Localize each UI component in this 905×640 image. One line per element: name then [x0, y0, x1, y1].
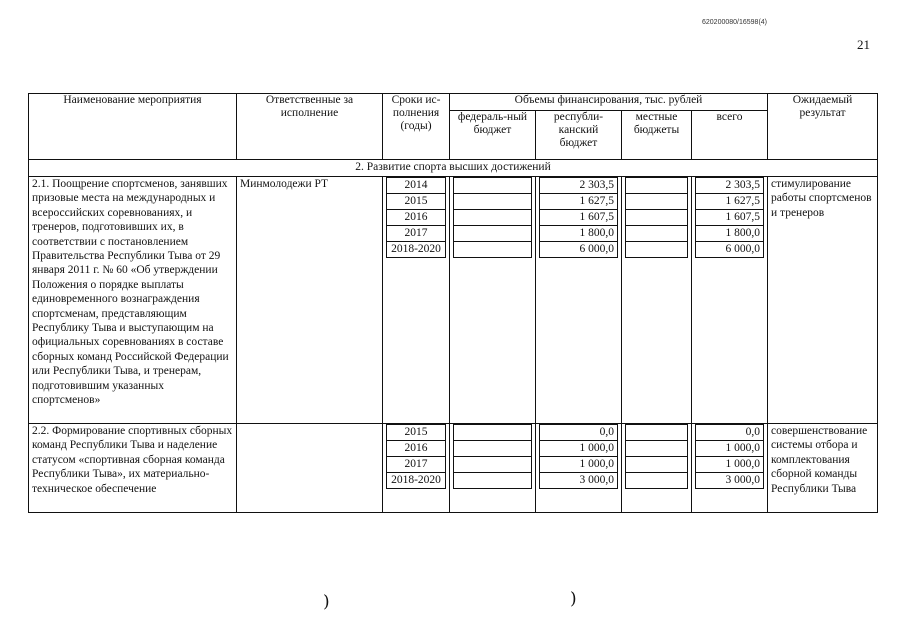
federal-value	[454, 226, 532, 242]
financing-table	[28, 93, 878, 513]
republican-value: 3 000,0	[540, 473, 618, 489]
total-value: 1 000,0	[696, 441, 764, 457]
table-row	[29, 177, 878, 424]
measure-name: 2.1. Поощрение спортсменов, занявших призовые места на международных и всероссийских соревнованиях, и тренеров, подготовивших их, в соответствии с постановлением Правительства Республики Тыва от 29 января 2011 г. № 60 «Об утверждении Положения о порядке выплаты единовременного вознаграждения спортсменам, представляющим Республику Тыва и выступающим на официальных соревнованиях в составе сборных команд Российской Федерации или Республики Тыва, и тренерам, подготовившим указанных спортсменов»	[29, 177, 237, 424]
republican-value: 6 000,0	[540, 242, 618, 258]
federal-value	[454, 457, 532, 473]
republican-cell	[536, 177, 622, 424]
federal-value	[454, 473, 532, 489]
total-value: 2 303,5	[696, 178, 764, 194]
years-value: 2018-2020	[387, 473, 446, 489]
years-value: 2016	[387, 441, 446, 457]
local-cell	[622, 177, 692, 424]
total-value: 6 000,0	[696, 242, 764, 258]
federal-value	[454, 441, 532, 457]
total-value: 3 000,0	[696, 473, 764, 489]
federal-value	[454, 242, 532, 258]
federal-value	[454, 210, 532, 226]
header-financing: Объемы финансирования, тыс. рублей	[450, 94, 768, 111]
measure-name: 2.2. Формирование спортивных сборных команд Республики Тыва и наделение статусом «спортивная сборная команда Республики Тыва», их материально-техническое обеспечение	[29, 424, 237, 513]
republican-value: 0,0	[540, 425, 618, 441]
local-value	[626, 178, 688, 194]
header-federal: федераль-ный бюджет	[450, 111, 536, 160]
total-cell	[692, 424, 768, 513]
federal-value	[454, 178, 532, 194]
handwritten-mark: )	[323, 592, 330, 612]
local-value	[626, 194, 688, 210]
total-value: 0,0	[696, 425, 764, 441]
republican-value: 1 800,0	[540, 226, 618, 242]
local-value	[626, 226, 688, 242]
federal-cell	[450, 424, 536, 513]
responsible-cell	[237, 424, 383, 513]
result-cell: совершенствование системы отбора и комплектования сборной команды Республики Тыва	[768, 424, 878, 513]
years-value: 2017	[387, 226, 446, 242]
table-row	[29, 424, 878, 513]
header-republican: республи-канский бюджет	[536, 111, 622, 160]
header-result: Ожидаемый результат	[768, 94, 878, 160]
page-number: 21	[857, 37, 870, 52]
handwritten-mark: )	[570, 589, 577, 609]
years-value: 2018-2020	[387, 242, 446, 258]
result-cell: стимулирование работы спортсменов и тренеров	[768, 177, 878, 424]
header-responsible: Ответственные за исполнение	[237, 94, 383, 160]
years-value: 2017	[387, 457, 446, 473]
header-total: всего	[692, 111, 768, 160]
republican-cell	[536, 424, 622, 513]
local-cell	[622, 424, 692, 513]
total-value: 1 800,0	[696, 226, 764, 242]
total-value: 1 627,5	[696, 194, 764, 210]
republican-value: 1 607,5	[540, 210, 618, 226]
years-value: 2014	[387, 178, 446, 194]
total-value: 1 000,0	[696, 457, 764, 473]
document-code: 620200080/16598(4)	[702, 19, 768, 26]
total-value: 1 607,5	[696, 210, 764, 226]
federal-value	[454, 425, 532, 441]
section-title: 2. Развитие спорта высших достижений	[29, 160, 878, 177]
years-cell	[383, 177, 450, 424]
years-cell	[383, 424, 450, 513]
header-local: местные бюджеты	[622, 111, 692, 160]
local-value	[626, 210, 688, 226]
republican-value: 2 303,5	[540, 178, 618, 194]
years-value: 2016	[387, 210, 446, 226]
federal-value	[454, 194, 532, 210]
header-terms: Сроки ис-полнения (годы)	[383, 94, 450, 160]
local-value	[626, 242, 688, 258]
local-value	[626, 457, 688, 473]
years-value: 2015	[387, 425, 446, 441]
republican-value: 1 000,0	[540, 441, 618, 457]
total-cell	[692, 177, 768, 424]
years-value: 2015	[387, 194, 446, 210]
header-name: Наименование мероприятия	[29, 94, 237, 160]
federal-cell	[450, 177, 536, 424]
local-value	[626, 425, 688, 441]
local-value	[626, 441, 688, 457]
republican-value: 1 627,5	[540, 194, 618, 210]
responsible-cell: Минмолодежи РТ	[237, 177, 383, 424]
local-value	[626, 473, 688, 489]
republican-value: 1 000,0	[540, 457, 618, 473]
